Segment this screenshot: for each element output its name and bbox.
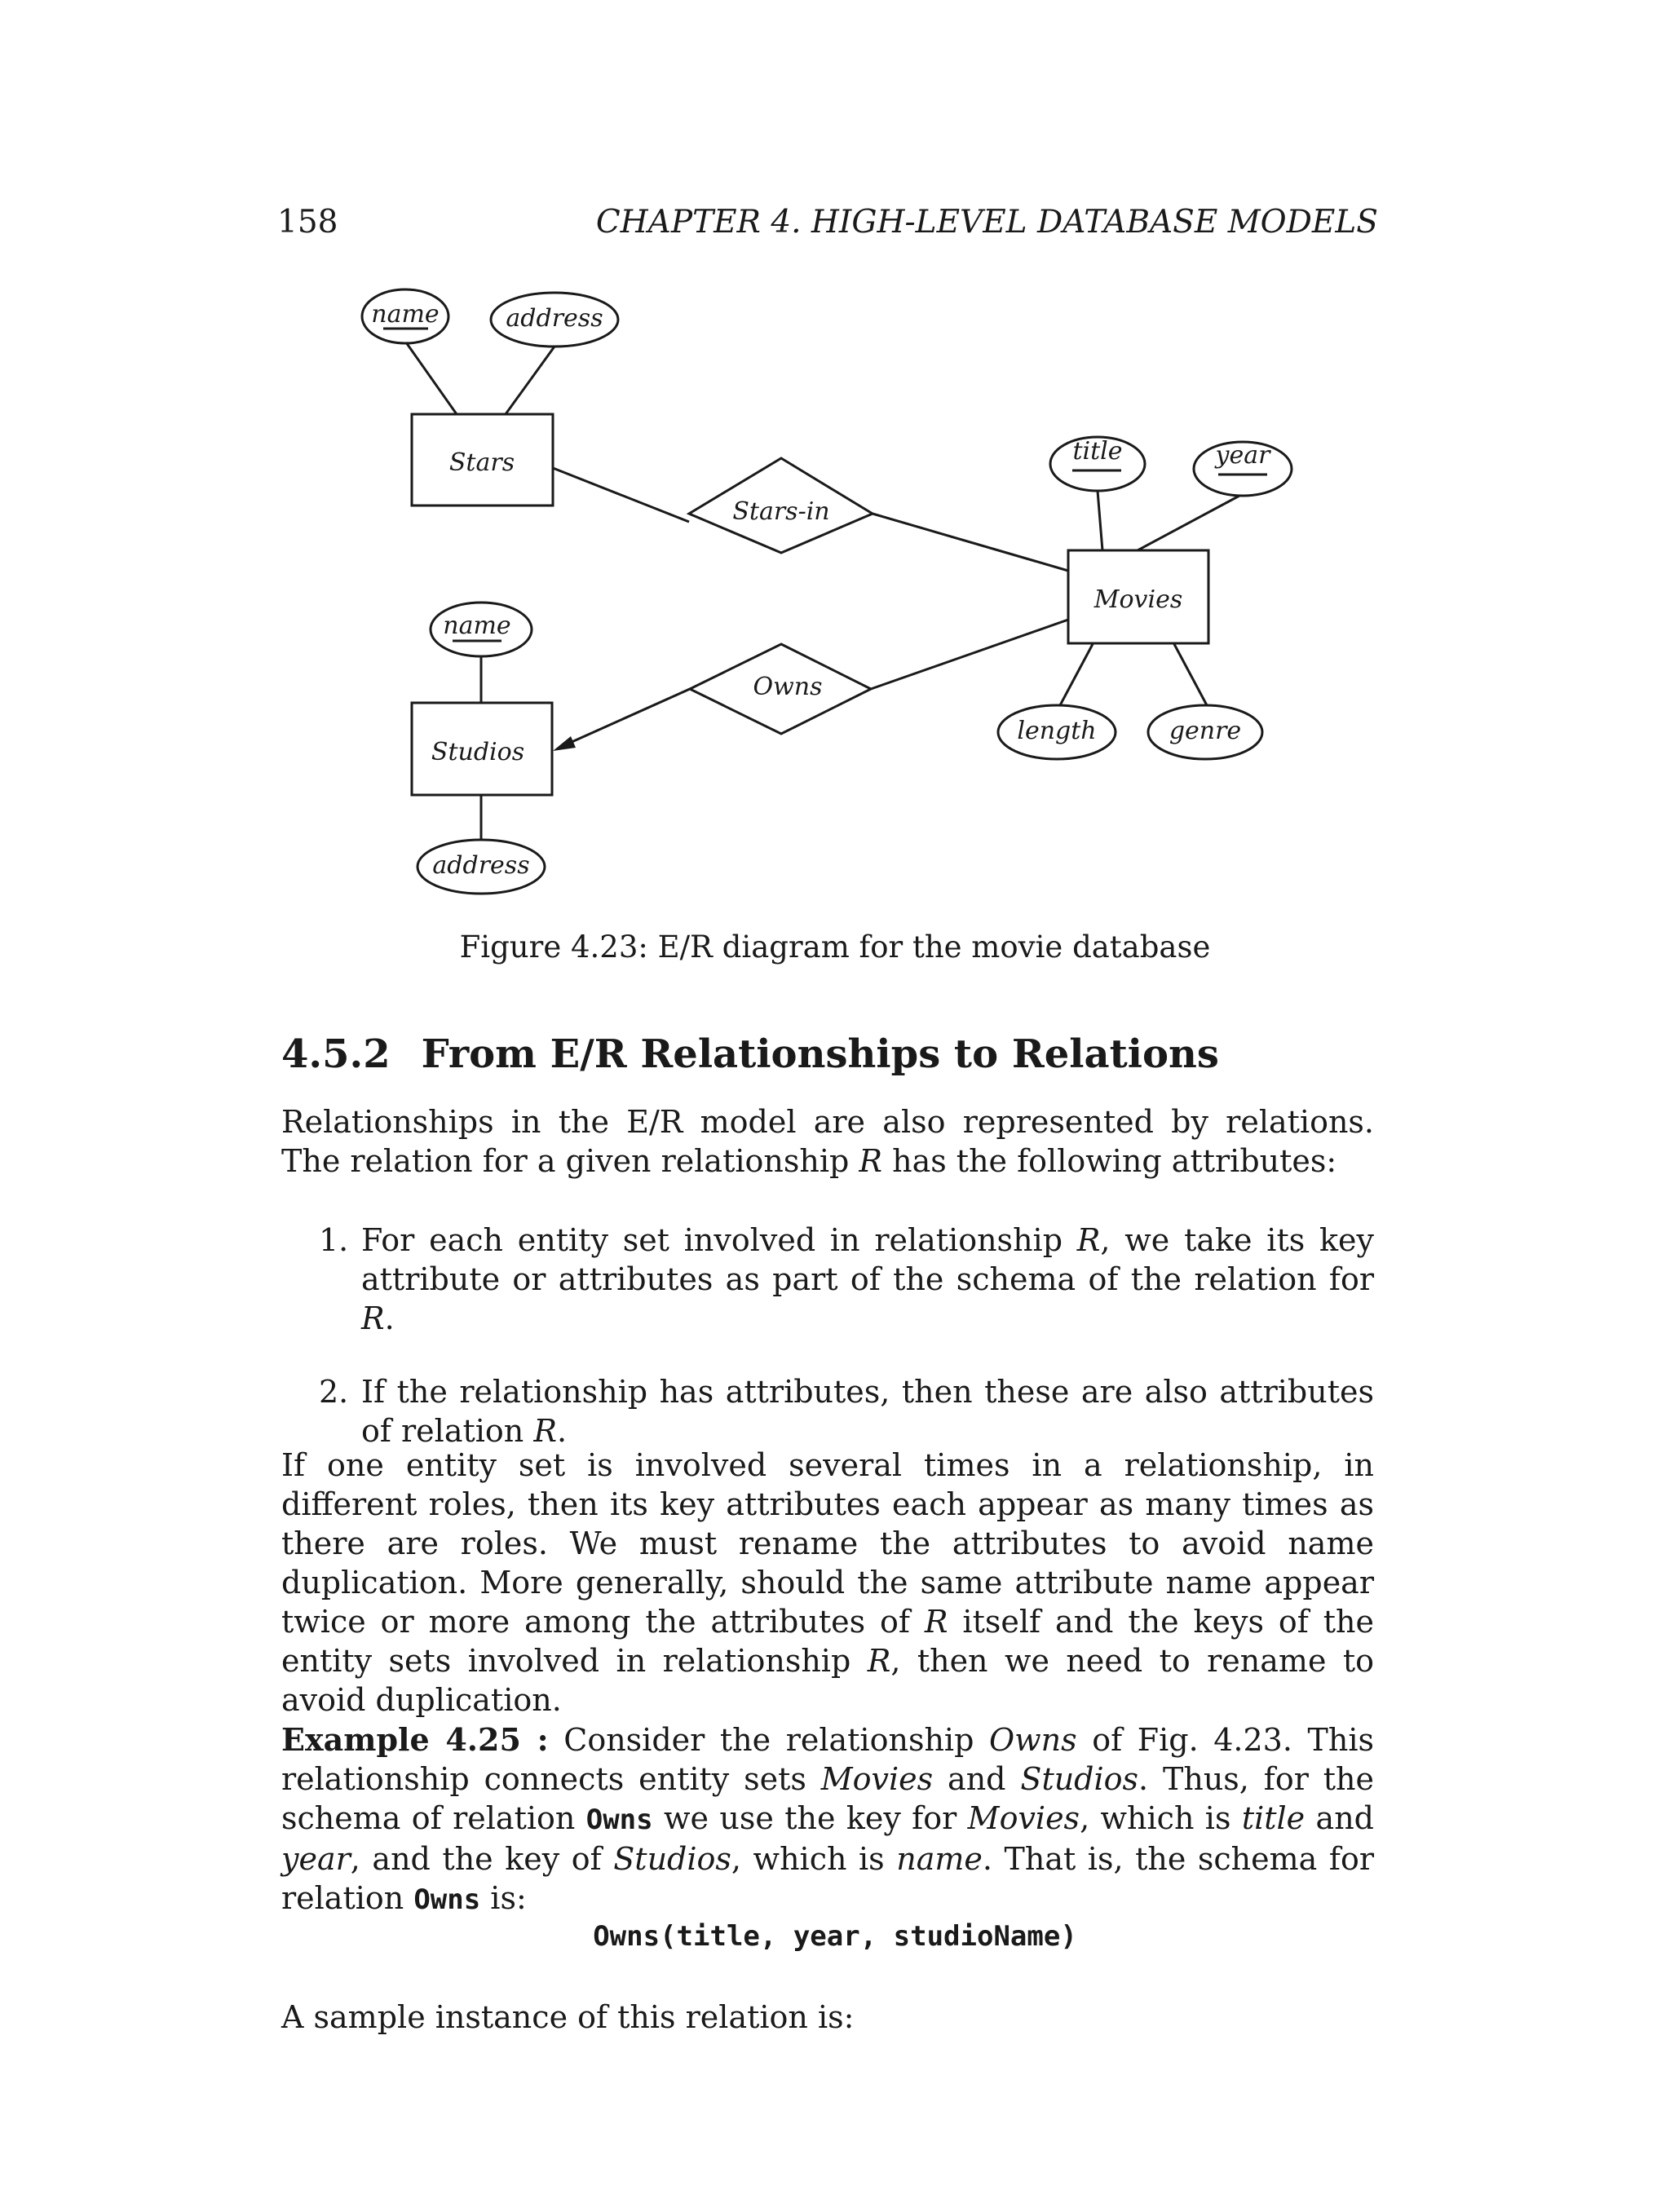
er-diagram [0, 277, 1670, 913]
svg-text:title: title [1072, 437, 1123, 466]
line-movies-length [1060, 644, 1093, 705]
line-stars-name [406, 342, 457, 414]
relationship-owns [690, 644, 871, 734]
attr-stars-name [362, 289, 448, 343]
schema-code: Owns(title, year, studioName) [593, 1920, 1077, 1953]
section-title: From E/R Relationships to Relations [421, 1031, 1219, 1077]
arrowhead-studios [553, 736, 576, 751]
svg-text:length: length [1017, 717, 1097, 745]
svg-text:year: year [1215, 441, 1270, 470]
line-owns-studios [563, 689, 690, 746]
relationship-stars-in [689, 458, 873, 553]
attr-stars-address [491, 293, 618, 347]
entity-stars [412, 414, 553, 506]
example-label: Example 4.25 : [281, 1721, 549, 1758]
svg-text:name: name [371, 300, 440, 329]
list-item: 2. If the relationship has attributes, then these are also attributes of relation R. [319, 1374, 1374, 1449]
entity-movies [1068, 550, 1208, 643]
line-owns-movies [871, 620, 1068, 689]
entity-studios [412, 703, 552, 795]
relationship-label-stars-in: Stars-in [732, 497, 830, 526]
entity-label-movies: Movies [1093, 585, 1183, 614]
line-stars-starsin [553, 468, 689, 522]
line-stars-address [506, 347, 554, 414]
roles-paragraph: If one entity set is involved several times in a relationship, in different roles, then its key attributes each appear as many times as there are roles. We must rename the attributes to avoid name duplication. More generally, should the same attribute name appear twice or more among the attributes of R itself and the keys of the entity sets involved in relationship R, then we need to rename to avoid duplication. [281, 1447, 1375, 1718]
section-heading [281, 1031, 1219, 1077]
attr-movies-title [1050, 437, 1145, 491]
section-number: 4.5.2 [281, 1031, 391, 1077]
attr-movies-year [1194, 441, 1292, 496]
figure-caption: Figure 4.23: E/R diagram for the movie database [459, 929, 1211, 965]
page-number: 158 [277, 204, 338, 241]
entity-label-studios: Studios [431, 738, 525, 766]
svg-text:name: name [443, 612, 511, 640]
attr-movies-genre [1148, 705, 1262, 759]
closing-line: A sample instance of this relation is: [281, 1999, 855, 2035]
svg-text:genre: genre [1169, 717, 1242, 745]
svg-text:address: address [506, 304, 603, 333]
attr-studios-name [431, 603, 532, 656]
line-movies-year [1138, 496, 1239, 550]
intro-paragraph: Relationships in the E/R model are also represented by relations. The relation for a given relationship R has the following attributes: [281, 1104, 1374, 1179]
svg-text:address: address [432, 851, 530, 880]
line-starsin-movies [873, 514, 1068, 571]
example-paragraph: Example 4.25 : Consider the relationship Owns of Fig. 4.23. This relationship connects entity sets Movies and Studios. Thus, for the schema of relation Owns we use the key for Movies, which is title and year, and the key of Studios, which is name. That is, the schema for relation Owns is: [281, 1721, 1374, 1916]
attr-studios-address [418, 840, 545, 894]
page-header [277, 204, 1378, 253]
entity-label-stars: Stars [448, 448, 515, 477]
running-head: CHAPTER 4. HIGH-LEVEL DATABASE MODELS [595, 204, 1378, 241]
relationship-label-owns: Owns [753, 673, 823, 701]
attr-movies-length [998, 705, 1116, 759]
line-movies-title [1098, 491, 1102, 550]
list-item: 1. For each entity set involved in relationship R, we take its key attribute or attributes as part of the schema of the relation for R. [319, 1222, 1374, 1336]
line-movies-genre [1174, 644, 1207, 705]
